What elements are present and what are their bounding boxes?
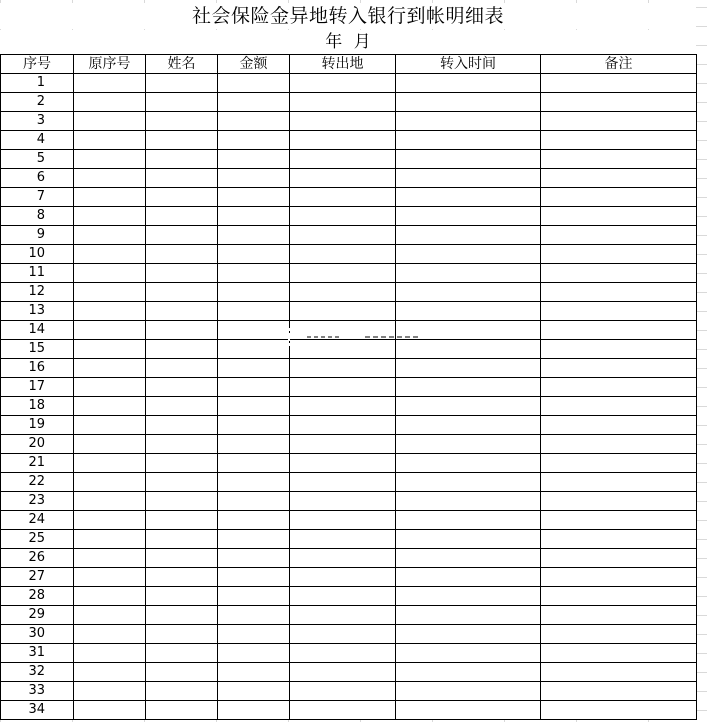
transfer-time-cell[interactable]: [396, 131, 541, 150]
transfer-time-cell[interactable]: [396, 245, 541, 264]
name-cell[interactable]: [146, 131, 218, 150]
amount-cell[interactable]: [218, 492, 290, 511]
amount-cell[interactable]: [218, 606, 290, 625]
transfer-time-cell[interactable]: [396, 169, 541, 188]
row-number-cell[interactable]: 13: [1, 302, 74, 321]
transfer-time-cell[interactable]: [396, 359, 541, 378]
table-row: [1, 378, 697, 397]
remarks-cell[interactable]: [541, 511, 697, 530]
amount-cell[interactable]: [218, 74, 290, 93]
row-number-cell[interactable]: 10: [1, 245, 74, 264]
table-row: [1, 188, 697, 207]
transfer-from-cell[interactable]: [290, 112, 396, 131]
table-row: [1, 397, 697, 416]
original-seq-cell[interactable]: [74, 549, 146, 568]
transfer-time-cell[interactable]: [396, 663, 541, 682]
original-seq-cell[interactable]: [74, 663, 146, 682]
column-header-original-seq[interactable]: 原序号: [74, 55, 146, 74]
amount-cell[interactable]: [218, 416, 290, 435]
row-number-cell[interactable]: 12: [1, 283, 74, 302]
amount-cell[interactable]: [218, 435, 290, 454]
amount-cell[interactable]: [218, 568, 290, 587]
table-row: [1, 663, 697, 682]
transfer-from-cell[interactable]: [290, 150, 396, 169]
original-seq-cell[interactable]: [74, 682, 146, 701]
amount-cell[interactable]: [218, 587, 290, 606]
remarks-cell[interactable]: [541, 302, 697, 321]
amount-cell[interactable]: [218, 321, 290, 340]
name-cell[interactable]: [146, 207, 218, 226]
remarks-cell[interactable]: [541, 416, 697, 435]
row-number-cell[interactable]: 30: [1, 625, 74, 644]
amount-cell[interactable]: [218, 207, 290, 226]
table-row: [1, 606, 697, 625]
remarks-cell[interactable]: [541, 283, 697, 302]
amount-cell[interactable]: [218, 302, 290, 321]
name-cell[interactable]: [146, 454, 218, 473]
sheet-title: 社会保险金异地转入银行到帐明细表: [0, 3, 696, 29]
row-number-cell[interactable]: 19: [1, 416, 74, 435]
name-cell[interactable]: [146, 112, 218, 131]
name-cell[interactable]: [146, 340, 218, 359]
column-header-transfer-time[interactable]: 转入时间: [396, 55, 541, 74]
remarks-cell[interactable]: [541, 226, 697, 245]
amount-cell[interactable]: [218, 245, 290, 264]
transfer-time-cell[interactable]: [396, 283, 541, 302]
remarks-cell[interactable]: [541, 74, 697, 93]
remarks-cell[interactable]: [541, 682, 697, 701]
original-seq-cell[interactable]: [74, 226, 146, 245]
table-row: [1, 530, 697, 549]
original-seq-cell[interactable]: [74, 150, 146, 169]
sheet-subtitle-year-month: 年 月: [0, 30, 696, 54]
original-seq-cell[interactable]: [74, 587, 146, 606]
row-number-cell[interactable]: 3: [1, 112, 74, 131]
transfer-from-cell[interactable]: [290, 663, 396, 682]
name-cell[interactable]: [146, 435, 218, 454]
name-cell[interactable]: [146, 511, 218, 530]
name-cell[interactable]: [146, 264, 218, 283]
transfer-time-cell[interactable]: [396, 226, 541, 245]
original-seq-cell[interactable]: [74, 93, 146, 112]
remarks-cell[interactable]: [541, 112, 697, 131]
original-seq-cell[interactable]: [74, 606, 146, 625]
column-header-seq[interactable]: 序号: [1, 55, 74, 74]
original-seq-cell[interactable]: [74, 473, 146, 492]
remarks-cell[interactable]: [541, 454, 697, 473]
original-seq-cell[interactable]: [74, 207, 146, 226]
amount-cell[interactable]: [218, 663, 290, 682]
table-row: [1, 416, 697, 435]
amount-cell[interactable]: [218, 112, 290, 131]
amount-cell[interactable]: [218, 340, 290, 359]
transfer-from-cell[interactable]: [290, 644, 396, 663]
amount-cell[interactable]: [218, 264, 290, 283]
remarks-cell[interactable]: [541, 150, 697, 169]
transfer-time-cell[interactable]: [396, 264, 541, 283]
original-seq-cell[interactable]: [74, 340, 146, 359]
table-row: [1, 302, 697, 321]
row-number-cell[interactable]: 21: [1, 454, 74, 473]
transfer-time-cell[interactable]: [396, 435, 541, 454]
remarks-cell[interactable]: [541, 93, 697, 112]
remarks-cell[interactable]: [541, 131, 697, 150]
transfer-from-cell[interactable]: [290, 530, 396, 549]
column-header-name[interactable]: 姓名: [146, 55, 218, 74]
table-row: [1, 625, 697, 644]
remarks-cell[interactable]: [541, 359, 697, 378]
transfer-time-cell[interactable]: [396, 530, 541, 549]
transfer-from-cell[interactable]: [290, 131, 396, 150]
name-cell[interactable]: [146, 492, 218, 511]
row-number-cell[interactable]: 15: [1, 340, 74, 359]
name-cell[interactable]: [146, 416, 218, 435]
transfer-time-cell[interactable]: [396, 302, 541, 321]
original-seq-cell[interactable]: [74, 416, 146, 435]
original-seq-cell[interactable]: [74, 625, 146, 644]
row-number-cell[interactable]: 11: [1, 264, 74, 283]
original-seq-cell[interactable]: [74, 378, 146, 397]
amount-cell[interactable]: [218, 150, 290, 169]
row-number-cell[interactable]: 17: [1, 378, 74, 397]
transfer-from-cell[interactable]: [290, 359, 396, 378]
table-row: [1, 207, 697, 226]
name-cell[interactable]: [146, 93, 218, 112]
amount-cell[interactable]: [218, 188, 290, 207]
original-seq-cell[interactable]: [74, 701, 146, 720]
transfer-from-cell[interactable]: [290, 549, 396, 568]
amount-cell[interactable]: [218, 473, 290, 492]
original-seq-cell[interactable]: [74, 644, 146, 663]
name-cell[interactable]: [146, 245, 218, 264]
amount-cell[interactable]: [218, 644, 290, 663]
row-number-cell[interactable]: 5: [1, 150, 74, 169]
original-seq-cell[interactable]: [74, 245, 146, 264]
name-cell[interactable]: [146, 663, 218, 682]
original-seq-cell[interactable]: [74, 359, 146, 378]
transfer-time-cell[interactable]: [396, 701, 541, 720]
header-row: [1, 55, 697, 74]
name-cell[interactable]: [146, 74, 218, 93]
transfer-time-cell[interactable]: [396, 397, 541, 416]
row-number-cell[interactable]: 4: [1, 131, 74, 150]
column-header-remarks[interactable]: 备注: [541, 55, 697, 74]
column-header-transfer-from[interactable]: 转出地: [290, 55, 396, 74]
amount-cell[interactable]: [218, 169, 290, 188]
table-row: [1, 568, 697, 587]
row-number-cell[interactable]: 9: [1, 226, 74, 245]
amount-cell[interactable]: [218, 283, 290, 302]
original-seq-cell[interactable]: [74, 435, 146, 454]
amount-cell[interactable]: [218, 397, 290, 416]
amount-cell[interactable]: [218, 93, 290, 112]
original-seq-cell[interactable]: [74, 264, 146, 283]
remarks-cell[interactable]: [541, 663, 697, 682]
row-number-cell[interactable]: 28: [1, 587, 74, 606]
transfer-from-cell[interactable]: [290, 302, 396, 321]
remarks-cell[interactable]: [541, 473, 697, 492]
table-row: [1, 492, 697, 511]
name-cell[interactable]: [146, 302, 218, 321]
transfer-from-cell[interactable]: [290, 606, 396, 625]
table-row: [1, 701, 697, 720]
transfer-time-cell[interactable]: [396, 150, 541, 169]
name-cell[interactable]: [146, 397, 218, 416]
name-cell[interactable]: [146, 568, 218, 587]
name-cell[interactable]: [146, 530, 218, 549]
amount-cell[interactable]: [218, 701, 290, 720]
original-seq-cell[interactable]: [74, 169, 146, 188]
transfer-from-cell[interactable]: [290, 378, 396, 397]
transfer-time-cell[interactable]: [396, 416, 541, 435]
row-number-cell[interactable]: 33: [1, 682, 74, 701]
remarks-cell[interactable]: [541, 625, 697, 644]
amount-cell[interactable]: [218, 359, 290, 378]
remarks-cell[interactable]: [541, 340, 697, 359]
remarks-cell[interactable]: [541, 701, 697, 720]
transfer-time-cell[interactable]: [396, 625, 541, 644]
amount-cell[interactable]: [218, 226, 290, 245]
transfer-time-cell[interactable]: [396, 112, 541, 131]
amount-cell[interactable]: [218, 454, 290, 473]
name-cell[interactable]: [146, 226, 218, 245]
row-number-cell[interactable]: 34: [1, 701, 74, 720]
amount-cell[interactable]: [218, 378, 290, 397]
remarks-cell[interactable]: [541, 549, 697, 568]
name-cell[interactable]: [146, 283, 218, 302]
transfer-from-cell[interactable]: [290, 169, 396, 188]
row-number-cell[interactable]: 27: [1, 568, 74, 587]
transfer-from-cell[interactable]: [290, 93, 396, 112]
transfer-time-cell[interactable]: [396, 606, 541, 625]
transfer-time-cell[interactable]: [396, 473, 541, 492]
row-number-cell[interactable]: 18: [1, 397, 74, 416]
amount-cell[interactable]: [218, 131, 290, 150]
original-seq-cell[interactable]: [74, 283, 146, 302]
remarks-cell[interactable]: [541, 169, 697, 188]
original-seq-cell[interactable]: [74, 112, 146, 131]
table-row: [1, 131, 697, 150]
column-header-amount[interactable]: 金额: [218, 55, 290, 74]
remarks-cell[interactable]: [541, 245, 697, 264]
original-seq-cell[interactable]: [74, 568, 146, 587]
remarks-cell[interactable]: [541, 587, 697, 606]
table-row: [1, 682, 697, 701]
original-seq-cell[interactable]: [74, 302, 146, 321]
remarks-cell[interactable]: [541, 207, 697, 226]
row-number-cell[interactable]: 25: [1, 530, 74, 549]
table-row: [1, 245, 697, 264]
original-seq-cell[interactable]: [74, 397, 146, 416]
transfer-time-cell[interactable]: [396, 682, 541, 701]
table-row: [1, 359, 697, 378]
name-cell[interactable]: [146, 359, 218, 378]
table-row: [1, 112, 697, 131]
transfer-time-cell[interactable]: [396, 74, 541, 93]
transfer-detail-table: [0, 54, 697, 720]
name-cell[interactable]: [146, 587, 218, 606]
transfer-time-cell[interactable]: [396, 587, 541, 606]
transfer-time-cell[interactable]: [396, 568, 541, 587]
remarks-cell[interactable]: [541, 397, 697, 416]
transfer-from-cell[interactable]: [290, 397, 396, 416]
remarks-cell[interactable]: [541, 530, 697, 549]
transfer-from-cell[interactable]: [290, 492, 396, 511]
transfer-from-cell[interactable]: [290, 74, 396, 93]
table-row: [1, 169, 697, 188]
row-number-cell[interactable]: 6: [1, 169, 74, 188]
remarks-cell[interactable]: [541, 435, 697, 454]
original-seq-cell[interactable]: [74, 188, 146, 207]
name-cell[interactable]: [146, 473, 218, 492]
original-seq-cell[interactable]: [74, 131, 146, 150]
table-row: [1, 587, 697, 606]
row-number-cell[interactable]: 22: [1, 473, 74, 492]
table-row: [1, 511, 697, 530]
table-body: [1, 74, 697, 720]
original-seq-cell[interactable]: [74, 492, 146, 511]
amount-cell[interactable]: [218, 511, 290, 530]
row-number-cell[interactable]: 23: [1, 492, 74, 511]
table-row: [1, 454, 697, 473]
row-number-cell[interactable]: 14: [1, 321, 74, 340]
selection-marquee-artifact: [287, 327, 421, 347]
transfer-from-cell[interactable]: [290, 188, 396, 207]
table-row: [1, 644, 697, 663]
transfer-time-cell[interactable]: [396, 93, 541, 112]
transfer-from-cell[interactable]: [290, 511, 396, 530]
original-seq-cell[interactable]: [74, 454, 146, 473]
row-number-cell[interactable]: 20: [1, 435, 74, 454]
original-seq-cell[interactable]: [74, 511, 146, 530]
transfer-from-cell[interactable]: [290, 682, 396, 701]
transfer-time-cell[interactable]: [396, 378, 541, 397]
name-cell[interactable]: [146, 625, 218, 644]
name-cell[interactable]: [146, 549, 218, 568]
row-number-cell[interactable]: 2: [1, 93, 74, 112]
table-row: [1, 473, 697, 492]
name-cell[interactable]: [146, 169, 218, 188]
transfer-from-cell[interactable]: [290, 416, 396, 435]
transfer-time-cell[interactable]: [396, 492, 541, 511]
transfer-from-cell[interactable]: [290, 568, 396, 587]
transfer-from-cell[interactable]: [290, 473, 396, 492]
original-seq-cell[interactable]: [74, 321, 146, 340]
remarks-cell[interactable]: [541, 492, 697, 511]
amount-cell[interactable]: [218, 625, 290, 644]
name-cell[interactable]: [146, 682, 218, 701]
table-row: [1, 93, 697, 112]
transfer-from-cell[interactable]: [290, 226, 396, 245]
name-cell[interactable]: [146, 701, 218, 720]
row-number-cell[interactable]: 24: [1, 511, 74, 530]
remarks-cell[interactable]: [541, 644, 697, 663]
table-row: [1, 150, 697, 169]
transfer-from-cell[interactable]: [290, 283, 396, 302]
transfer-from-cell[interactable]: [290, 454, 396, 473]
original-seq-cell[interactable]: [74, 530, 146, 549]
table-row: [1, 549, 697, 568]
name-cell[interactable]: [146, 321, 218, 340]
table-row: [1, 74, 697, 93]
table-row: [1, 226, 697, 245]
transfer-from-cell[interactable]: [290, 625, 396, 644]
transfer-from-cell[interactable]: [290, 264, 396, 283]
remarks-cell[interactable]: [541, 378, 697, 397]
transfer-time-cell[interactable]: [396, 454, 541, 473]
row-number-cell[interactable]: 1: [1, 74, 74, 93]
row-number-cell[interactable]: 16: [1, 359, 74, 378]
row-number-cell[interactable]: 32: [1, 663, 74, 682]
transfer-from-cell[interactable]: [290, 435, 396, 454]
name-cell[interactable]: [146, 644, 218, 663]
row-number-cell[interactable]: 31: [1, 644, 74, 663]
table-row: [1, 283, 697, 302]
row-number-cell[interactable]: 7: [1, 188, 74, 207]
table-row: [1, 435, 697, 454]
row-number-cell[interactable]: 8: [1, 207, 74, 226]
original-seq-cell[interactable]: [74, 74, 146, 93]
name-cell[interactable]: [146, 188, 218, 207]
table-row: [1, 264, 697, 283]
name-cell[interactable]: [146, 378, 218, 397]
transfer-time-cell[interactable]: [396, 188, 541, 207]
transfer-from-cell[interactable]: [290, 701, 396, 720]
name-cell[interactable]: [146, 606, 218, 625]
row-number-cell[interactable]: 29: [1, 606, 74, 625]
remarks-cell[interactable]: [541, 321, 697, 340]
name-cell[interactable]: [146, 150, 218, 169]
remarks-cell[interactable]: [541, 188, 697, 207]
amount-cell[interactable]: [218, 549, 290, 568]
row-number-cell[interactable]: 26: [1, 549, 74, 568]
transfer-from-cell[interactable]: [290, 587, 396, 606]
remarks-cell[interactable]: [541, 606, 697, 625]
transfer-time-cell[interactable]: [396, 207, 541, 226]
transfer-time-cell[interactable]: [396, 511, 541, 530]
transfer-from-cell[interactable]: [290, 207, 396, 226]
remarks-cell[interactable]: [541, 264, 697, 283]
amount-cell[interactable]: [218, 530, 290, 549]
transfer-from-cell[interactable]: [290, 245, 396, 264]
remarks-cell[interactable]: [541, 568, 697, 587]
amount-cell[interactable]: [218, 682, 290, 701]
transfer-time-cell[interactable]: [396, 549, 541, 568]
transfer-time-cell[interactable]: [396, 644, 541, 663]
